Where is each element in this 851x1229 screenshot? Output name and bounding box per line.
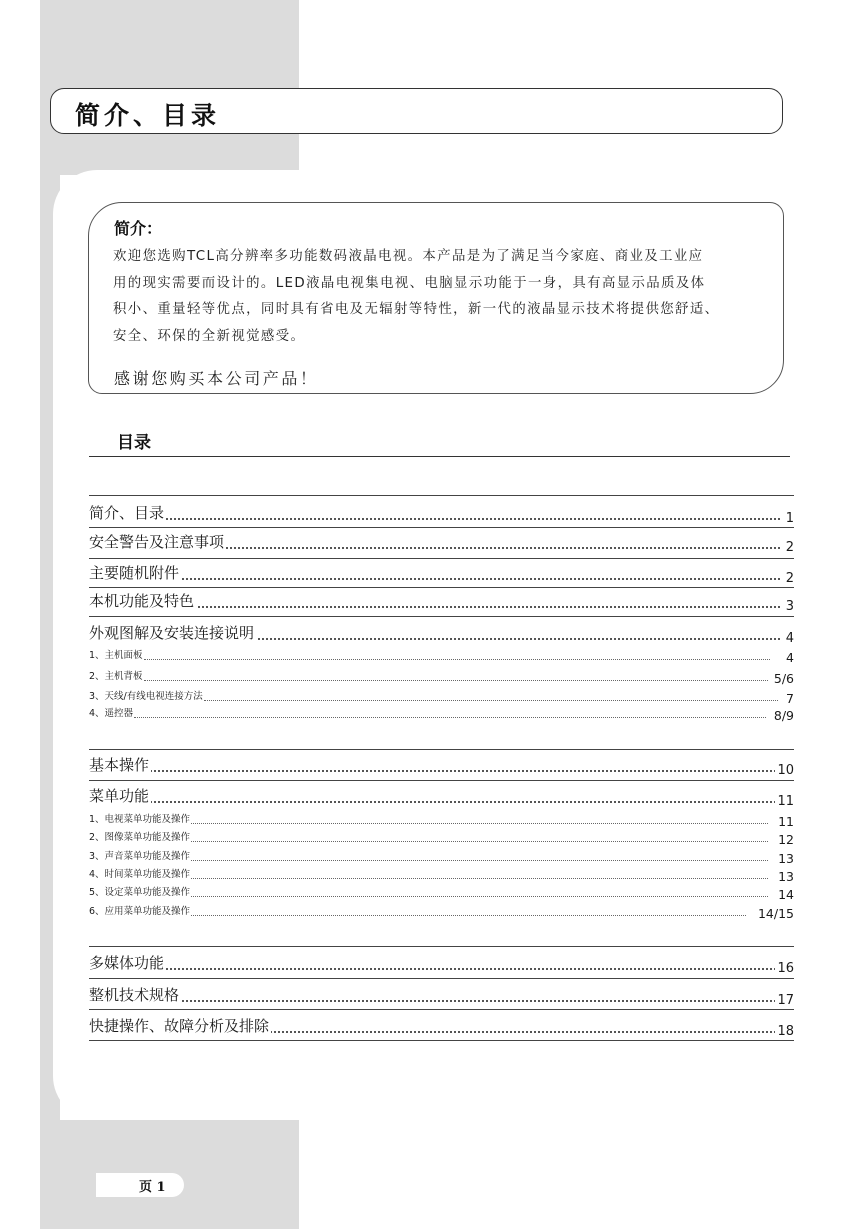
toc-entry-title: 本机功能及特色 xyxy=(89,592,195,610)
toc-sub-entry[interactable] xyxy=(89,849,794,866)
page-number: 页 1 xyxy=(139,1180,166,1195)
toc-heading-divider xyxy=(89,456,790,457)
toc-sub-title: 3、声音菜单功能及操作 xyxy=(89,851,191,862)
toc-entry-page: 1 xyxy=(785,511,794,526)
intro-line: 用的现实需要而设计的。LED液晶电视集电视、电脑显示功能于一身，具有高显示品质及体 xyxy=(113,275,706,291)
toc-entry-page: 4 xyxy=(785,631,794,646)
toc-divider xyxy=(89,587,794,588)
intro-text xyxy=(113,244,798,350)
toc-entry[interactable] xyxy=(89,622,794,646)
toc-sub-entry[interactable] xyxy=(89,648,794,665)
toc-entry-page: 17 xyxy=(777,993,794,1008)
toc-entry-page: 3 xyxy=(785,599,794,614)
toc-entry-page: 10 xyxy=(777,763,794,778)
intro-line: 欢迎您选购TCL高分辨率多功能数码液晶电视。本产品是为了满足当今家庭、商业及工业应 xyxy=(113,249,704,264)
toc-entry-page: 18 xyxy=(777,1024,794,1039)
toc-sub-title: 2、图像菜单功能及操作 xyxy=(89,832,191,843)
toc-divider xyxy=(89,978,794,979)
toc-divider xyxy=(89,749,794,750)
toc-sub-entry[interactable] xyxy=(89,689,794,706)
toc-sub-entry[interactable] xyxy=(89,830,794,847)
toc-entry-title: 菜单功能 xyxy=(89,787,150,805)
intro-line: 积小、重量轻等优点，同时具有省电及无辐射等特性，新一代的液晶显示技术将提供您舒适、 xyxy=(113,302,720,317)
toc-sub-entry[interactable] xyxy=(89,669,794,686)
toc-entry[interactable] xyxy=(89,984,794,1008)
toc-sub-title: 1、电视菜单功能及操作 xyxy=(89,814,191,825)
toc-sub-page: 13 xyxy=(778,851,794,866)
toc-sub-entry[interactable] xyxy=(89,706,794,723)
toc-entry-title: 安全警告及注意事项 xyxy=(89,533,225,551)
toc-divider xyxy=(89,558,794,559)
section-title: 简介、目录 xyxy=(75,101,221,130)
toc-sub-title: 4、时间菜单功能及操作 xyxy=(89,869,191,880)
toc-sub-entry[interactable] xyxy=(89,904,794,921)
toc-sub-title: 6、应用菜单功能及操作 xyxy=(89,906,191,917)
toc-sub-page: 14/15 xyxy=(757,906,794,921)
toc-sub-page: 11 xyxy=(778,814,794,829)
toc-sub-page: 13 xyxy=(778,869,794,884)
toc-divider xyxy=(89,1009,794,1010)
toc-sub-entry[interactable] xyxy=(89,812,794,829)
toc-divider xyxy=(89,495,794,496)
toc-divider xyxy=(89,946,794,947)
toc-entry-page: 2 xyxy=(785,540,794,555)
toc-sub-page: 4 xyxy=(786,650,794,665)
intro-thanks: 感谢您购买本公司产品！ xyxy=(114,369,319,388)
toc-sub-entry[interactable] xyxy=(89,885,794,902)
toc-entry[interactable] xyxy=(89,531,794,555)
toc-entry-title: 快捷操作、故障分析及排除 xyxy=(89,1017,270,1035)
toc-sub-page: 7 xyxy=(786,691,794,706)
toc-divider xyxy=(89,527,794,528)
section-header xyxy=(50,88,783,134)
toc-entry[interactable] xyxy=(89,590,794,614)
toc-divider xyxy=(89,616,794,617)
toc-entry-title: 主要随机附件 xyxy=(89,564,180,582)
toc-sub-page: 12 xyxy=(778,832,794,847)
toc-sub-entry[interactable] xyxy=(89,867,794,884)
toc-entry-title: 简介、目录 xyxy=(89,504,165,522)
toc-entry[interactable] xyxy=(89,500,794,526)
toc-heading: 目录 xyxy=(117,433,151,453)
toc-entry-title: 多媒体功能 xyxy=(89,954,165,972)
toc-sub-title: 5、设定菜单功能及操作 xyxy=(89,887,191,898)
toc-entry-page: 16 xyxy=(777,961,794,976)
intro-line: 安全、环保的全新视觉感受。 xyxy=(113,328,306,344)
toc-entry-page: 2 xyxy=(785,571,794,586)
toc-sub-title: 4、遥控器 xyxy=(89,708,134,719)
toc-entry-title: 整机技术规格 xyxy=(89,986,180,1004)
toc-sub-title: 2、主机背板 xyxy=(89,671,143,682)
toc-sub-title: 1、主机面板 xyxy=(89,650,143,661)
toc-entry[interactable] xyxy=(89,754,794,778)
toc-entry-title: 基本操作 xyxy=(89,756,150,774)
toc-entry-title: 外观图解及安装连接说明 xyxy=(89,624,255,642)
toc-entry[interactable] xyxy=(89,952,794,976)
toc-entry-page: 11 xyxy=(777,794,794,809)
toc-entry[interactable] xyxy=(89,1015,794,1039)
toc-entry[interactable] xyxy=(89,562,794,586)
toc-sub-page: 8/9 xyxy=(773,708,794,723)
toc-sub-page: 14 xyxy=(778,887,794,902)
toc-sub-title: 3、天线/有线电视连接方法 xyxy=(89,691,203,702)
toc-divider xyxy=(89,780,794,781)
toc-entry[interactable] xyxy=(89,785,794,809)
toc-divider xyxy=(89,1040,794,1041)
toc-sub-page: 5/6 xyxy=(773,671,794,686)
intro-heading: 简介： xyxy=(114,219,163,238)
